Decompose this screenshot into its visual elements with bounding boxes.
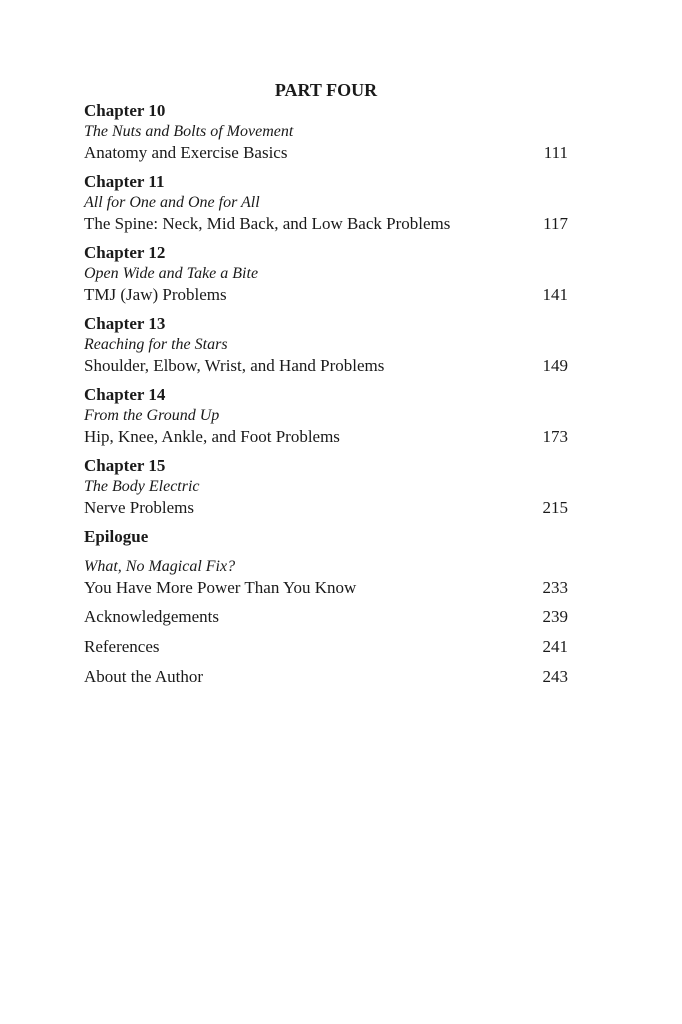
entry-title: References bbox=[84, 637, 160, 656]
entry-title: About the Author bbox=[84, 667, 203, 686]
page-number: 173 bbox=[542, 427, 568, 446]
chapter-title-row bbox=[84, 142, 568, 163]
chapter-subtitle: Open Wide and Take a Bite bbox=[84, 265, 259, 282]
toc-entry-chapter-10 bbox=[84, 100, 568, 163]
chapter-subtitle: The Body Electric bbox=[84, 478, 200, 495]
chapter-title: Nerve Problems bbox=[84, 498, 195, 517]
chapter-title: Hip, Knee, Ankle, and Foot Problems bbox=[84, 427, 340, 446]
chapter-label: Chapter 14 bbox=[84, 385, 166, 404]
chapter-title-row bbox=[84, 426, 568, 447]
chapter-label: Chapter 15 bbox=[84, 456, 166, 475]
chapter-label: Chapter 12 bbox=[84, 243, 166, 262]
toc-entry-chapter-15 bbox=[84, 455, 568, 518]
toc-entry-acknowledgements bbox=[84, 606, 568, 627]
chapter-subtitle: Reaching for the Stars bbox=[84, 336, 228, 353]
page-number: 233 bbox=[542, 578, 568, 597]
entry-title: Acknowledgements bbox=[84, 607, 220, 626]
page-number: 243 bbox=[542, 667, 568, 686]
page-number: 215 bbox=[542, 498, 568, 517]
chapter-subtitle: All for One and One for All bbox=[84, 194, 260, 211]
toc-page bbox=[84, 78, 568, 696]
chapter-label: Chapter 10 bbox=[84, 101, 166, 120]
page-number: 111 bbox=[543, 143, 568, 162]
chapter-title-row bbox=[84, 213, 568, 234]
toc-entry-chapter-11 bbox=[84, 171, 568, 234]
chapter-title: The Spine: Neck, Mid Back, and Low Back Problems bbox=[84, 214, 451, 233]
chapter-subtitle: From the Ground Up bbox=[84, 407, 220, 424]
chapter-title-row bbox=[84, 355, 568, 376]
epilogue-title: You Have More Power Than You Know bbox=[84, 578, 357, 597]
chapter-label: Chapter 11 bbox=[84, 172, 165, 191]
chapter-title: Anatomy and Exercise Basics bbox=[84, 143, 288, 162]
toc-entry-chapter-12 bbox=[84, 242, 568, 305]
page-number: 149 bbox=[542, 356, 568, 375]
epilogue-title-row bbox=[84, 577, 568, 598]
part-title: PART FOUR bbox=[274, 80, 378, 100]
page-number: 141 bbox=[542, 285, 568, 304]
toc-entry-chapter-13 bbox=[84, 313, 568, 376]
page-number: 239 bbox=[542, 607, 568, 626]
chapter-subtitle: The Nuts and Bolts of Movement bbox=[84, 123, 294, 140]
toc-entry-about-the-author bbox=[84, 666, 568, 687]
page-number: 241 bbox=[542, 637, 568, 656]
chapter-title-row bbox=[84, 497, 568, 518]
chapter-title-row bbox=[84, 284, 568, 305]
toc-entry-chapter-14 bbox=[84, 384, 568, 447]
toc-entry-references bbox=[84, 636, 568, 657]
epilogue-label: Epilogue bbox=[84, 527, 149, 546]
page-number: 117 bbox=[543, 214, 568, 233]
chapter-title: Shoulder, Elbow, Wrist, and Hand Problems bbox=[84, 356, 385, 375]
chapter-title: TMJ (Jaw) Problems bbox=[84, 285, 227, 304]
chapter-label: Chapter 13 bbox=[84, 314, 166, 333]
epilogue-subtitle: What, No Magical Fix? bbox=[84, 558, 236, 575]
toc-entry-epilogue bbox=[84, 526, 568, 598]
